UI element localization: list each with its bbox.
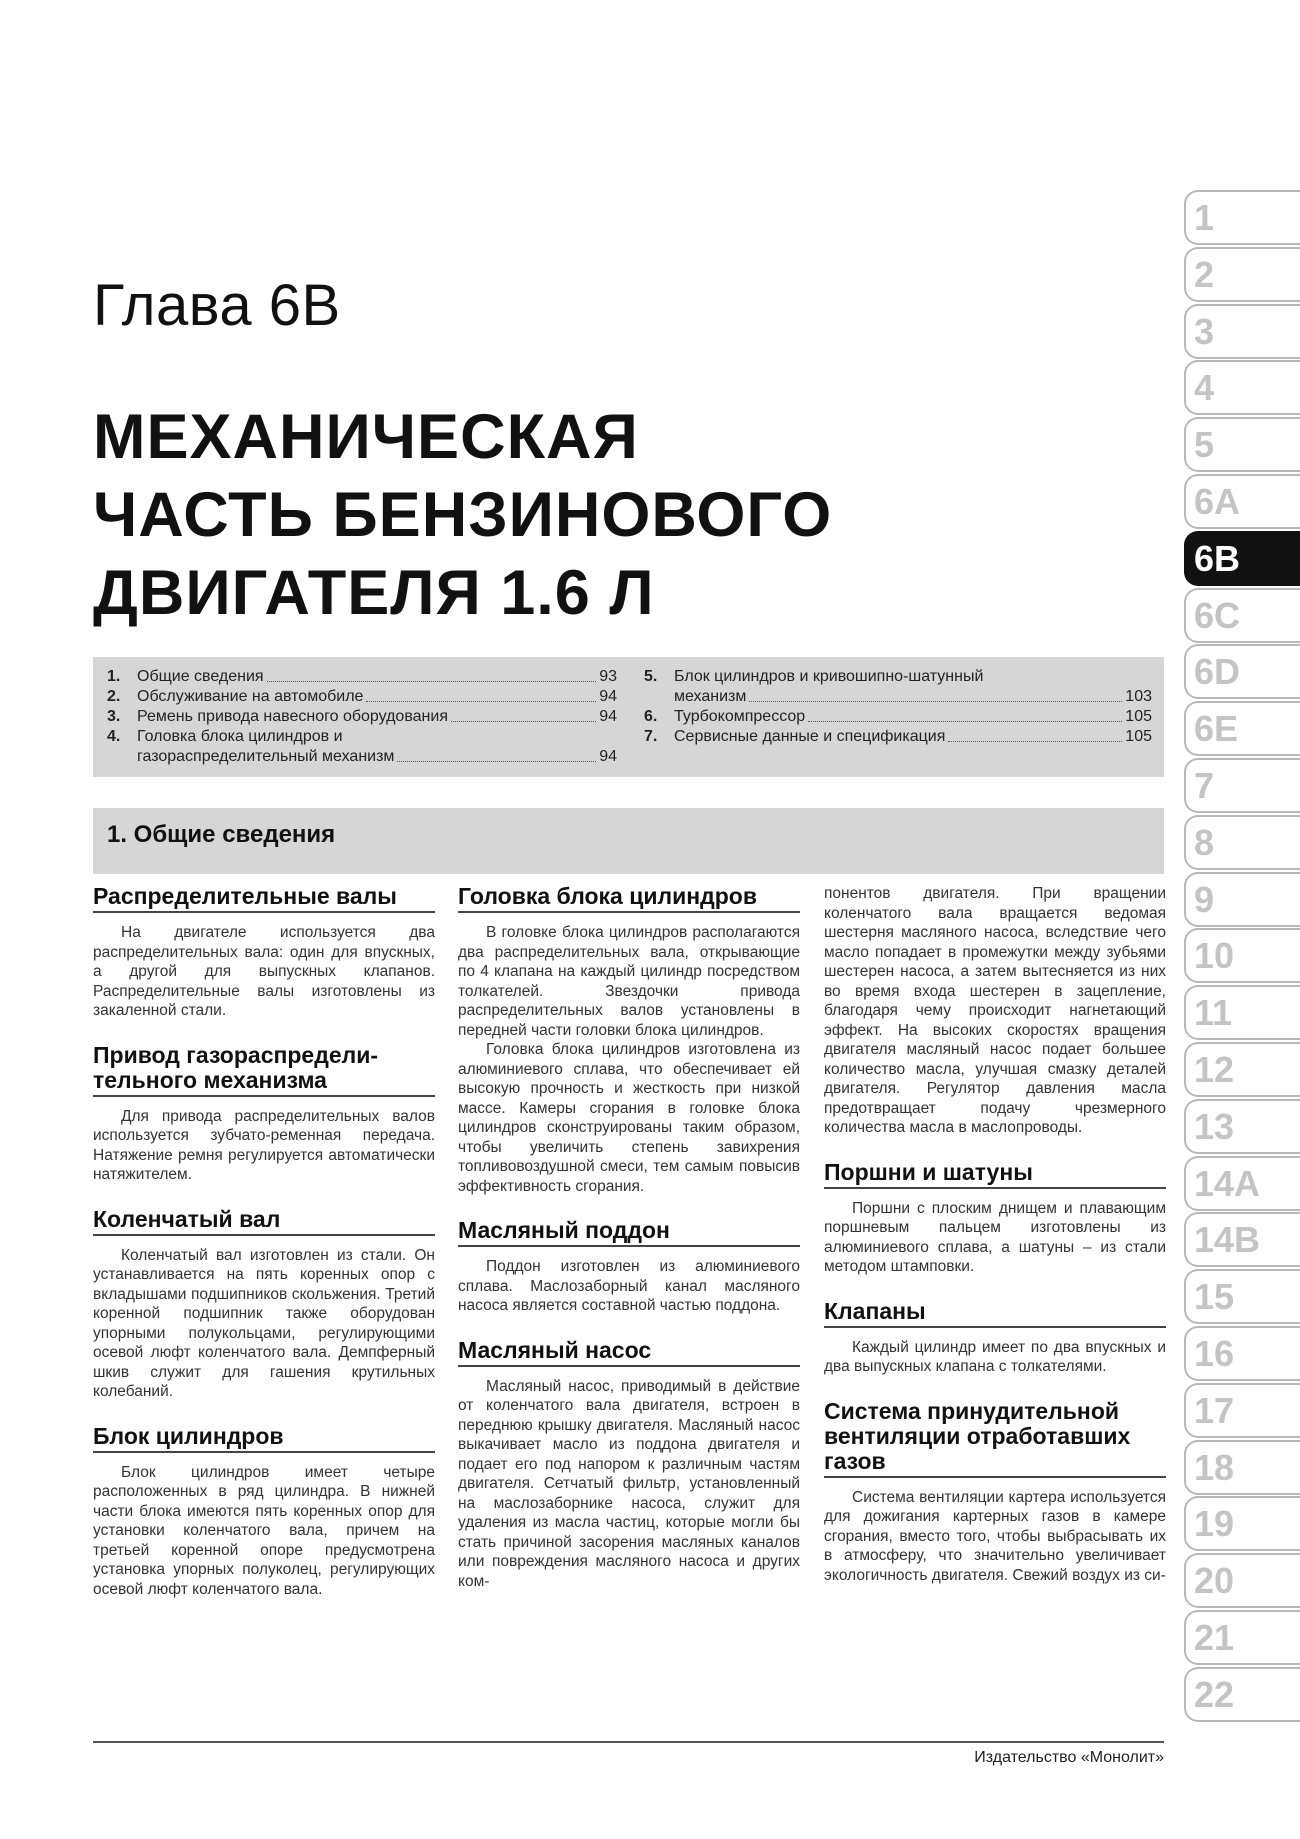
chapter-tab-5[interactable]: 5 [1184,417,1300,472]
subheading-cylinder-block: Блок цилиндров [93,1424,435,1453]
chapter-title-line-2: ЧАСТЬ БЕНЗИНОВОГО [93,480,833,550]
chapter-tab-1[interactable]: 1 [1184,190,1300,245]
chapter-tab-3[interactable]: 3 [1184,304,1300,359]
toc-item-label: механизм [674,688,747,705]
paragraph: Для привода распределительных валов используется зубчато-ременная передача. Натяжение ремня регулируется автоматически натяжителем. [93,1107,435,1183]
toc-item-label: Турбокомпрессор [674,708,806,725]
chapter-tab-6d[interactable]: 6D [1184,644,1300,699]
paragraph: На двигателе используется два распределительных вала: один для впускных, а другой для выпускных клапанов. Распределительные валы изготовлены из закаленной стали. [93,924,435,1019]
toc-item[interactable] [107,707,617,727]
chapter-label: Глава 6В [93,273,341,338]
chapter-tab-9[interactable]: 9 [1184,872,1300,927]
toc-leader-dots [451,707,596,722]
toc-leader-dots [267,667,597,682]
paragraph: В головке блока цилиндров располагаются два распределительных вала, открывающие по 4 клапана на каждый цилиндр посредством толкателей. Звездочки привода распределительных валов установлены в передней части головки блока цилиндров. [458,924,800,1039]
toc-leader-dots [397,747,596,762]
chapter-tab-17[interactable]: 17 [1184,1383,1300,1438]
toc-item-number: 7. [644,728,658,745]
subheading-oil-pump: Масляный насос [458,1338,800,1367]
subheading-cylinder-head: Головка блока цилиндров [458,884,800,913]
text-column-2 [458,884,800,1591]
toc-item-label-line1: Блок цилиндров и кривошипно-шатунный [674,668,984,685]
chapter-tab-12[interactable]: 12 [1184,1042,1300,1097]
paragraph: Поддон изготовлен из алюминиевого сплава. Маслозаборный канал масляного насоса является составной частью поддона. [458,1258,800,1314]
toc-item-page: 94 [599,748,617,765]
toc-item-page: 94 [599,708,617,725]
subheading-timing-drive: Привод газораспределительного механизма [93,1043,435,1097]
publisher-footer: Издательство «Монолит» [974,1749,1164,1766]
toc-leader-dots [948,727,1122,742]
chapter-tab-10[interactable]: 10 [1184,928,1300,983]
paragraph: Блок цилиндров имеет четыре расположенных в ряд цилиндра. В нижней части блока имеются пять коренных опор для установки коленчатого вала, причем на третьей коренной опоре предусмотрена установка упорных полуколец, регулирующих осевой люфт коленчатого вала. [93,1463,435,1598]
paragraph: Коленчатый вал изготовлен из стали. Он устанавливается на пять коренных опор с вкладышами подшипников скольжения. Третий коренной подшипник также оборудован упорными полукольцами, регулирующими осевой люфт коленчатого вала. Демпферный шкив служит для гашения крутильных колебаний. [93,1246,435,1400]
toc-item-label: Сервисные данные и спецификация [674,728,946,745]
chapter-tab-2[interactable]: 2 [1184,247,1300,302]
toc-item-label: Обслуживание на автомобиле [137,688,364,705]
toc-item-number: 5. [644,668,658,685]
chapter-tabs [1184,190,1300,1724]
subheading-pistons-rods: Поршни и шатуны [824,1160,1166,1189]
toc-item[interactable] [644,727,1152,747]
chapter-tab-18[interactable]: 18 [1184,1440,1300,1495]
toc-item-page: 103 [1125,688,1152,705]
toc-column-right [644,667,1152,747]
chapter-tab-15[interactable]: 15 [1184,1269,1300,1324]
chapter-tab-14b[interactable]: 14В [1184,1212,1300,1267]
chapter-tab-6e[interactable]: 6Е [1184,701,1300,756]
paragraph: Головка блока цилиндров изготовлена из алюминиевого сплава, что обеспечивает ей высокую прочность и жесткость при низкой массе. Камеры сгорания в головке блока цилиндров сконструированы таким образом, чтобы увеличить степень завихрения топливовоздушной смеси, тем самым повысив эффективность сгорания. [458,1041,800,1195]
chapter-tab-6c[interactable]: 6С [1184,588,1300,643]
text-column-3 [824,884,1166,1585]
toc-item[interactable] [107,667,617,687]
chapter-tab-14a[interactable]: 14А [1184,1156,1300,1211]
subheading-valves: Клапаны [824,1299,1166,1328]
chapter-tab-13[interactable]: 13 [1184,1099,1300,1154]
toc-item[interactable] [644,667,1152,707]
toc-item-label: газораспределительный механизм [137,748,395,765]
chapter-tab-11[interactable]: 11 [1184,985,1300,1040]
section-heading: 1. Общие сведения [93,808,1164,874]
toc-item-number: 2. [107,688,121,705]
toc-item-number: 4. [107,728,121,745]
toc-item[interactable] [107,687,617,707]
toc-item-number: 3. [107,708,121,725]
table-of-contents [93,657,1164,777]
toc-leader-dots [749,687,1122,702]
chapter-tab-8[interactable]: 8 [1184,815,1300,870]
chapter-tab-20[interactable]: 20 [1184,1553,1300,1608]
subheading-crankshaft: Коленчатый вал [93,1207,435,1236]
toc-item-label: Ремень привода навесного оборудования [137,708,448,725]
chapter-tab-4[interactable]: 4 [1184,360,1300,415]
chapter-tab-19[interactable]: 19 [1184,1496,1300,1551]
toc-item[interactable] [644,707,1152,727]
toc-item-page: 105 [1125,728,1152,745]
subheading-camshafts: Распределительные валы [93,884,435,913]
toc-item-page: 93 [599,668,617,685]
chapter-tab-21[interactable]: 21 [1184,1610,1300,1665]
paragraph: Масляный насос, приводимый в действие от коленчатого вала двигателя, встроен в переднюю крышку двигателя. Масляный насос выкачивает масло из поддона двигателя и подает его под напором к различным частям двигателя. Сетчатый фильтр, установленный на маслозаборнике насоса, служит для удаления из масла частиц, которые могли бы стать причиной засорения масляных каналов или повреждения масляного насоса и других ком- [458,1377,800,1590]
toc-item-label-line1: Головка блока цилиндров и [137,728,343,745]
chapter-tab-6b-active[interactable]: 6В [1184,531,1300,586]
chapter-tab-16[interactable]: 16 [1184,1326,1300,1381]
toc-leader-dots [808,707,1122,722]
chapter-title-line-3: ДВИГАТЕЛЯ 1.6 Л [93,558,655,628]
toc-column-left [107,667,617,767]
toc-leader-dots [366,687,596,702]
toc-item[interactable] [107,727,617,767]
footer-divider [93,1741,1164,1743]
paragraph: Система вентиляции картера используется для дожигания картерных газов в камере сгорания, вместо того, чтобы выбрасывать их в атмосферу, что значительно увеличивает экологичность двигателя. Свежий воздух из си- [824,1488,1166,1584]
paragraph: Поршни с плоским днищем и плавающим поршневым пальцем изготовлены из алюминиевого сплава, а шатуны – из стали методом штамповки. [824,1199,1166,1275]
chapter-tab-7[interactable]: 7 [1184,758,1300,813]
chapter-title [93,398,993,632]
paragraph: Каждый цилиндр имеет по два впускных и два выпускных клапана с толкателями. [824,1338,1166,1375]
toc-item-number: 1. [107,668,121,685]
toc-item-page: 94 [599,688,617,705]
chapter-title-line-1: МЕХАНИЧЕСКАЯ [93,402,639,472]
chapter-tab-6a[interactable]: 6А [1184,474,1300,529]
toc-item-page: 105 [1125,708,1152,725]
chapter-tab-22[interactable]: 22 [1184,1667,1300,1722]
subheading-crankcase-ventilation: Система принудительной вентиляции отработавших газов [824,1399,1166,1478]
toc-item-label: Общие сведения [137,668,264,685]
toc-item-number: 6. [644,708,658,725]
text-column-1 [93,884,435,1599]
paragraph-continued: понентов двигателя. При вращении коленчатого вала вращается ведомая шестерня масляного насоса, вследствие чего масло попадает в промежутки между зубьями шестерен насоса, а затем вытесняется из них во время входа шестерен в зацепление, благодаря чему происходит нагнетающий эффект. На высоких скоростях вращения двигателя масляный насос подает большее количество масла, улучшая смазку деталей двигателя. Регулятор давления масла предотвращает подачу чрезмерного количества масла в маслопроводы. [824,885,1166,1136]
subheading-oil-sump: Масляный поддон [458,1218,800,1247]
